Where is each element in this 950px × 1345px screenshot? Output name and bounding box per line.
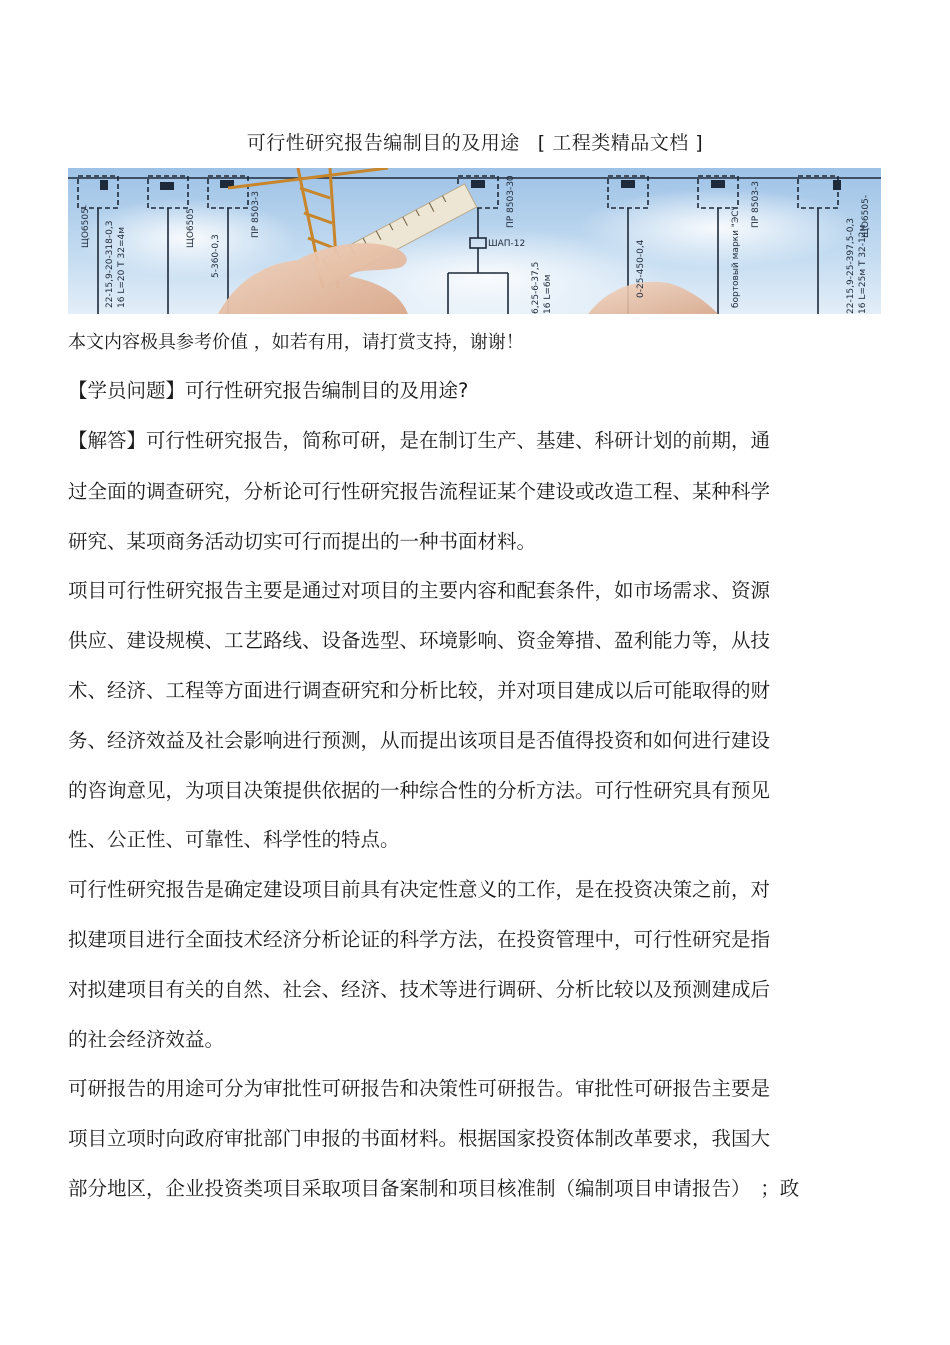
body-line: 可研报告的用途可分为审批性可研报告和决策性可研报告。审批性可研报告主要是 [68,1077,771,1100]
construction-blueprint-illustration [68,168,881,314]
body-line: 项目立项时向政府审批部门申报的书面材料。根据国家投资体制改革要求，我国大 [68,1127,771,1150]
body-line: 的咨询意见，为项目决策提供依据的一种综合性的分析方法。可行性研究具有预见 [68,779,771,802]
banner-label: 6,25-6-37,5 [531,261,541,314]
banner-label: ЩО6505 [186,208,196,248]
body-line: 过全面的调查研究，分析论可行性研究报告流程证某个建设或改造工程、某种科学 [68,480,771,503]
banner-label: ПР 8503-3 [251,191,261,238]
banner-label: бортовый марки "ЭС" [731,206,741,308]
question-heading: 【学员问题】可行性研究报告编制目的及用途? [68,379,469,402]
body-line: 性、公正性、可靠性、科学性的特点。 [68,828,400,851]
body-line: 【解答】可行性研究报告，简称可研，是在制订生产、基建、科研计划的前期，通 [68,429,771,452]
body-line: 部分地区，企业投资类项目采取项目备案制和项目核准制（编制项目申请报告） ；政 [68,1177,800,1200]
body-line: 可行性研究报告是确定建设项目前具有决定性意义的工作，是在投资决策之前，对 [68,878,771,901]
banner-label: 0-25-450-0,4 [636,239,646,298]
banner-label: 22-15,9-25-397,5-0,3 [846,217,856,314]
banner-label: ШАП-12 [488,239,526,249]
banner-label: 5-360-0,3 [211,234,221,278]
body-line: 务、经济效益及社会影响进行预测，从而提出该项目是否值得投资和如何进行建设 [68,729,771,752]
banner-label: 16 L=25м T 32-12м [858,224,868,314]
body-line: 术、经济、工程等方面进行调查研究和分析比较，并对项目建成以后可能取得的财 [68,679,771,702]
banner-label: ЩО6505- [81,204,91,248]
body-line: 拟建项目进行全面技术经济分析论证的科学方法，在投资管理中，可行性研究是指 [68,928,771,951]
body-line: 项目可行性研究报告主要是通过对项目的主要内容和配套条件，如市场需求、资源 [68,579,771,602]
banner-image [68,168,881,314]
document-title [0,128,950,155]
banner-label: ПР 8503-3 [751,181,761,228]
title-text: 可行性研究报告编制目的及用途 [246,132,520,154]
banner-label: 22-15,9-20-318-0,3 [105,220,115,308]
body-line: 的社会经济效益。 [68,1028,225,1051]
body-line: 研究、某项商务活动切实可行而提出的一种书面材料。 [68,530,537,553]
support-notice: 本文内容极具参考价值 ，如若有用，请打赏支持，谢谢！ [68,332,524,353]
banner-label: 16 L=6м [543,274,553,314]
banner-label: 16 L=20 T 32=4м [117,226,127,308]
body-line: 供应、建设规模、工艺路线、设备选型、环境影响、资金筹措、盈利能力等，从技 [68,629,771,652]
title-tag: [ 工程类精品文档 ] [537,132,704,154]
body-line: 对拟建项目有关的自然、社会、经济、技术等进行调研、分析比较以及预测建成后 [68,978,771,1001]
banner-label: ПР 8503-30 [506,175,516,228]
banner-label: ЩО6505- [861,194,871,238]
